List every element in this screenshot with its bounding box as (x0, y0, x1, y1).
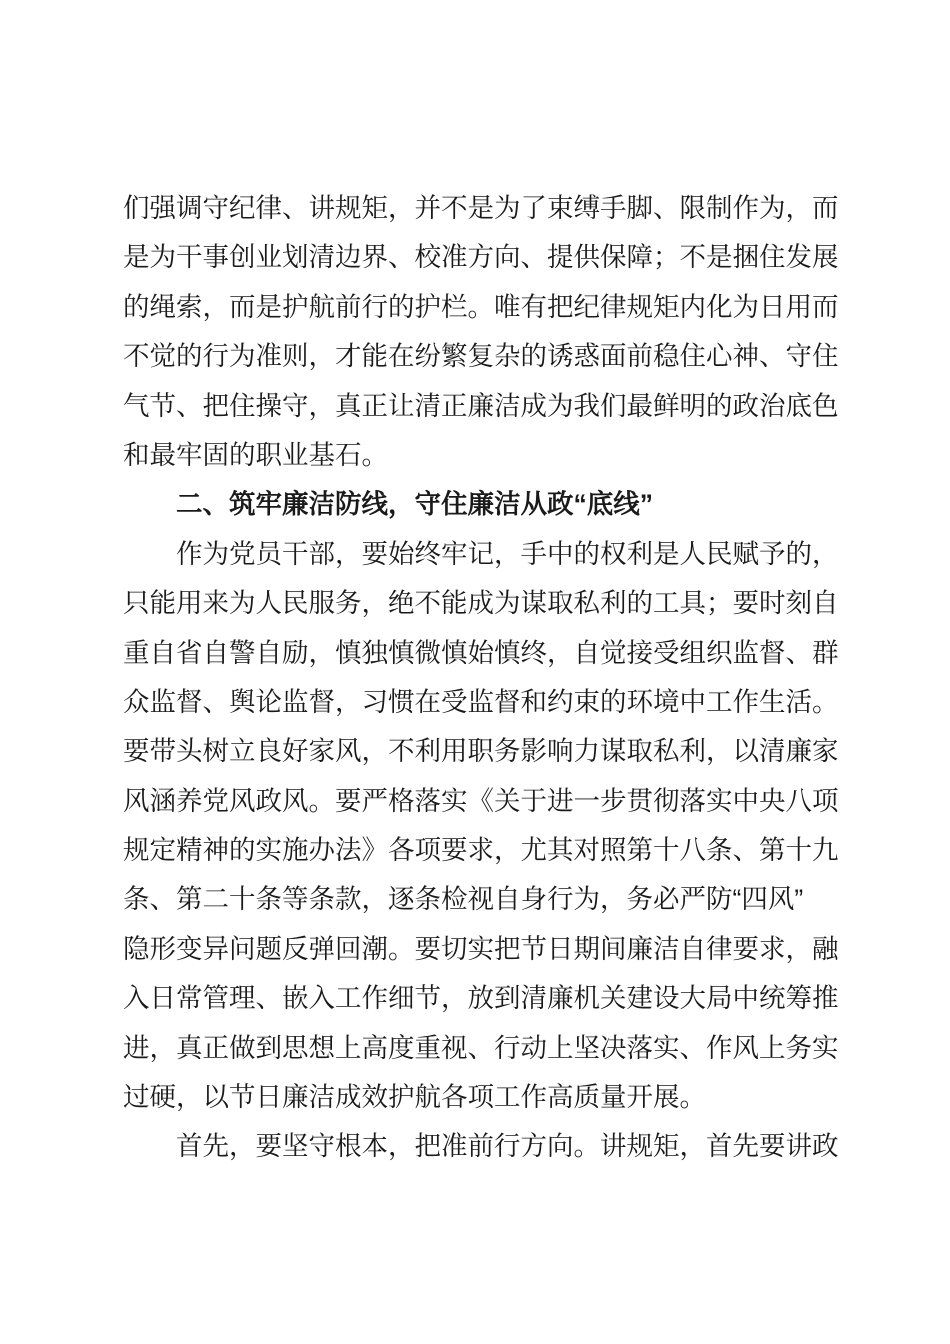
text-line: 和最牢固的职业基石。 (123, 439, 388, 470)
text-line: 过硬，以节日廉洁成效护航各项工作高质量开展。 (123, 1082, 706, 1113)
text-line: 入日常管理、嵌入工作细节，放到清廉机关建设大局中统筹推 (123, 983, 839, 1014)
paragraph-first-line: 作为党员干部，要始终牢记，手中的权利是人民赋予的， (176, 538, 839, 569)
text-line: 隐形变异问题反弹回潮。要切实把节日期间廉洁自律要求，融 (123, 933, 839, 964)
text-line: 是为干事创业划清边界、校准方向、提供保障；不是捆住发展 (123, 242, 839, 273)
text-line: 重自省自警自励，慎独慎微慎始慎终，自觉接受组织监督、群 (123, 637, 839, 668)
text-line: 进，真正做到思想上高度重视、行动上坚决落实、作风上务实 (123, 1032, 839, 1063)
text-line: 风涵养党风政风。要严格落实《关于进一步贯彻落实中央八项 (123, 785, 839, 816)
text-line: 们强调守纪律、讲规矩，并不是为了束缚手脚、限制作为，而 (123, 193, 839, 223)
text-line: 条、第二十条等条款，逐条检视自身行为，务必严防“四风” (123, 884, 804, 915)
text-line: 规定精神的实施办法》各项要求，尤其对照第十八条、第十九 (123, 835, 839, 866)
text-line: 只能用来为人民服务，绝不能成为谋取私利的工具；要时刻自 (123, 588, 839, 619)
text-line: 要带头树立良好家风，不利用职务影响力谋取私利，以清廉家 (123, 736, 839, 767)
text-line: 气节、把住操守，真正让清正廉洁成为我们最鲜明的政治底色 (123, 390, 839, 421)
document-body (123, 184, 839, 1172)
text-line: 众监督、舆论监督，习惯在受监督和约束的环境中工作生活。 (123, 686, 839, 717)
text-line: 不觉的行为准则，才能在纷繁复杂的诱惑面前稳住心神、守住 (123, 341, 839, 372)
text-line: 的绳索，而是护航前行的护栏。唯有把纪律规矩内化为日用而 (123, 291, 839, 322)
paragraph-first-line: 首先，要坚守根本，把准前行方向。讲规矩，首先要讲政 (176, 1131, 839, 1162)
section-heading: 二、筑牢廉洁防线，守住廉洁从政“底线” (176, 489, 653, 520)
